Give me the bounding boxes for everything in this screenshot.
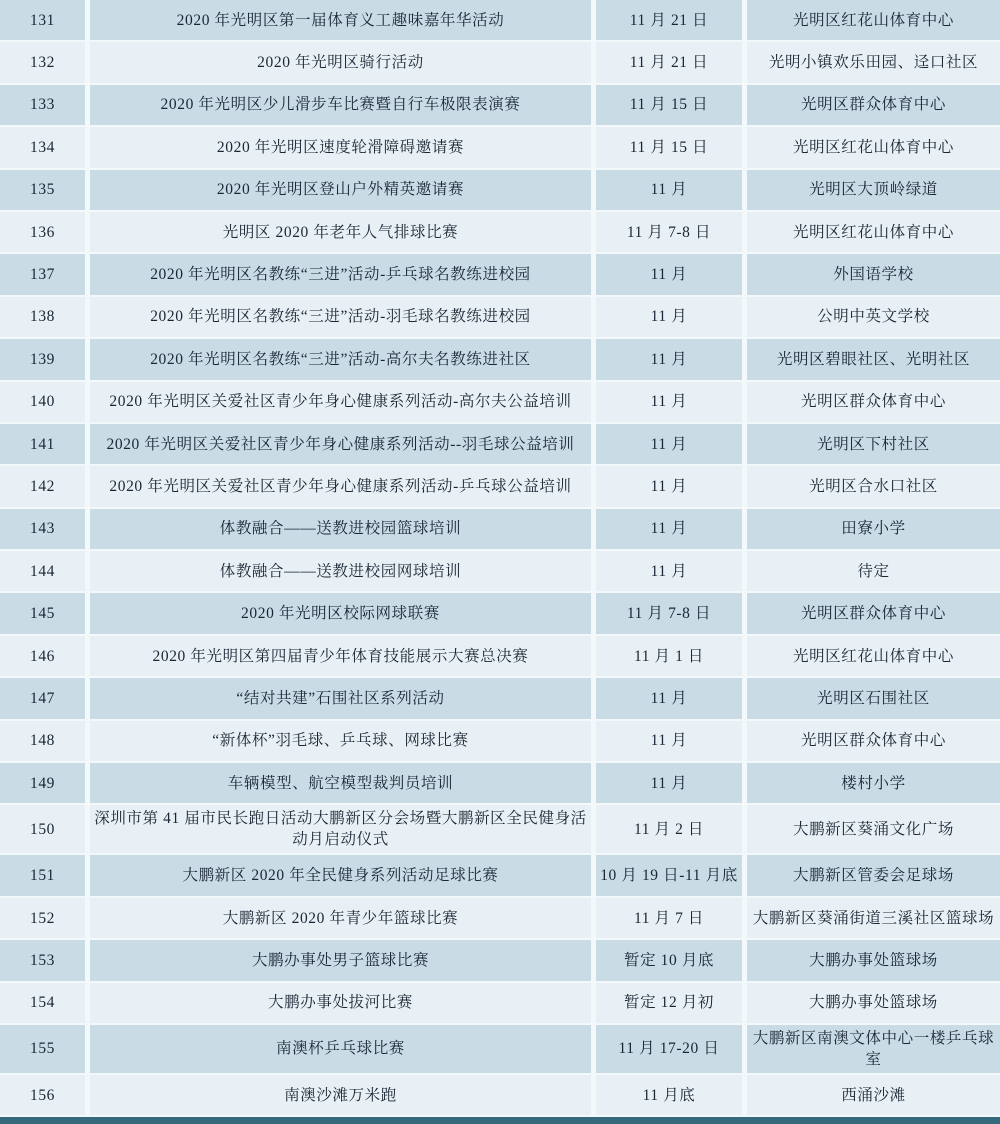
table-row [0,805,1000,853]
cell-date: 11 月 2 日 [596,805,742,853]
cell-event-name: 2020 年光明区关爱社区青少年身心健康系列活动-乒乓球公益培训 [90,466,591,506]
cell-date: 11 月 [596,297,742,337]
cell-event-name: 2020 年光明区关爱社区青少年身心健康系列活动--羽毛球公益培训 [90,424,591,464]
cell-location: 大鹏办事处篮球场 [747,983,1000,1023]
cell-event-name: “新体杯”羽毛球、乒乓球、网球比赛 [90,721,591,761]
table-row [0,212,1000,252]
table-row [0,855,1000,895]
cell-location: 光明区红花山体育中心 [747,127,1000,167]
table-row [0,1025,1000,1073]
cell-number: 136 [0,212,85,252]
table-row [0,170,1000,210]
table-row [0,424,1000,464]
cell-location: 西涌沙滩 [747,1075,1000,1115]
cell-number: 151 [0,855,85,895]
cell-event-name: 光明区 2020 年老年人气排球比赛 [90,212,591,252]
table-row [0,127,1000,167]
cell-date: 11 月 [596,424,742,464]
cell-number: 140 [0,382,85,422]
cell-date: 11 月 [596,254,742,294]
cell-event-name: 大鹏新区 2020 年全民健身系列活动足球比赛 [90,855,591,895]
cell-number: 139 [0,339,85,379]
cell-location: 田寮小学 [747,509,1000,549]
cell-location: 大鹏新区葵涌文化广场 [747,805,1000,853]
cell-location: 光明小镇欢乐田园、迳口社区 [747,42,1000,82]
cell-location: 楼村小学 [747,763,1000,803]
cell-event-name: 2020 年光明区第四届青少年体育技能展示大赛总决赛 [90,636,591,676]
table-row [0,983,1000,1023]
cell-event-name: 南澳沙滩万米跑 [90,1075,591,1115]
cell-number: 131 [0,0,85,40]
cell-location: 待定 [747,551,1000,591]
cell-number: 132 [0,42,85,82]
cell-number: 155 [0,1025,85,1073]
table-row [0,339,1000,379]
cell-location: 光明区碧眼社区、光明社区 [747,339,1000,379]
cell-location: 光明区合水口社区 [747,466,1000,506]
cell-location: 大鹏办事处篮球场 [747,940,1000,980]
table-row [0,551,1000,591]
table-row [0,466,1000,506]
cell-event-name: 2020 年光明区登山户外精英邀请赛 [90,170,591,210]
cell-location: 大鹏新区管委会足球场 [747,855,1000,895]
cell-number: 147 [0,678,85,718]
cell-date: 10 月 19 日-11 月底 [596,855,742,895]
table-row [0,1075,1000,1115]
cell-number: 141 [0,424,85,464]
cell-event-name: “结对共建”石围社区系列活动 [90,678,591,718]
table-row [0,636,1000,676]
cell-location: 光明区红花山体育中心 [747,636,1000,676]
cell-location: 公明中英文学校 [747,297,1000,337]
cell-number: 150 [0,805,85,853]
cell-location: 光明区下村社区 [747,424,1000,464]
table-row [0,254,1000,294]
cell-number: 153 [0,940,85,980]
cell-date: 11 月 [596,551,742,591]
cell-number: 149 [0,763,85,803]
cell-event-name: 2020 年光明区速度轮滑障碍邀请赛 [90,127,591,167]
table-row [0,509,1000,549]
cell-date: 11 月 [596,763,742,803]
cell-event-name: 2020 年光明区第一届体育义工趣味嘉年华活动 [90,0,591,40]
cell-location: 光明区群众体育中心 [747,382,1000,422]
cell-location: 光明区红花山体育中心 [747,212,1000,252]
table-row [0,898,1000,938]
cell-number: 148 [0,721,85,761]
cell-event-name: 2020 年光明区骑行活动 [90,42,591,82]
table-row [0,0,1000,40]
cell-date: 11 月 [596,466,742,506]
cell-number: 144 [0,551,85,591]
cell-date: 11 月 7-8 日 [596,212,742,252]
cell-number: 152 [0,898,85,938]
cell-number: 138 [0,297,85,337]
table-row [0,42,1000,82]
cell-number: 145 [0,593,85,633]
cell-location: 大鹏新区南澳文体中心一楼乒乓球室 [747,1025,1000,1073]
table-row [0,763,1000,803]
cell-location: 光明区红花山体育中心 [747,0,1000,40]
cell-date: 11 月 17-20 日 [596,1025,742,1073]
cell-event-name: 2020 年光明区名教练“三进”活动-羽毛球名教练进校园 [90,297,591,337]
table-row [0,593,1000,633]
cell-number: 143 [0,509,85,549]
cell-date: 11 月 [596,721,742,761]
table-row [0,382,1000,422]
table-row [0,678,1000,718]
table-row [0,85,1000,125]
cell-date: 11 月 1 日 [596,636,742,676]
table-row [0,721,1000,761]
table-bottom-border [0,1117,1000,1124]
cell-number: 154 [0,983,85,1023]
cell-date: 11 月 [596,509,742,549]
cell-event-name: 大鹏办事处男子篮球比赛 [90,940,591,980]
cell-event-name: 南澳杯乒乓球比赛 [90,1025,591,1073]
cell-location: 光明区群众体育中心 [747,85,1000,125]
cell-date: 11 月 15 日 [596,127,742,167]
cell-date: 11 月 21 日 [596,0,742,40]
cell-location: 光明区大顶岭绿道 [747,170,1000,210]
cell-number: 146 [0,636,85,676]
cell-location: 光明区石围社区 [747,678,1000,718]
cell-date: 11 月 7 日 [596,898,742,938]
cell-date: 11 月底 [596,1075,742,1115]
table-row [0,297,1000,337]
cell-number: 156 [0,1075,85,1115]
cell-event-name: 车辆模型、航空模型裁判员培训 [90,763,591,803]
cell-event-name: 2020 年光明区少儿滑步车比赛暨自行车极限表演赛 [90,85,591,125]
cell-date: 11 月 [596,339,742,379]
cell-event-name: 体教融合——送教进校园篮球培训 [90,509,591,549]
cell-event-name: 2020 年光明区校际网球联赛 [90,593,591,633]
cell-date: 11 月 7-8 日 [596,593,742,633]
cell-date: 11 月 15 日 [596,85,742,125]
cell-location: 光明区群众体育中心 [747,593,1000,633]
cell-location: 外国语学校 [747,254,1000,294]
cell-date: 11 月 [596,678,742,718]
cell-location: 大鹏新区葵涌街道三溪社区篮球场 [747,898,1000,938]
cell-number: 133 [0,85,85,125]
cell-event-name: 大鹏新区 2020 年青少年篮球比赛 [90,898,591,938]
cell-number: 142 [0,466,85,506]
cell-date: 11 月 [596,170,742,210]
cell-number: 135 [0,170,85,210]
cell-date: 暂定 10 月底 [596,940,742,980]
cell-number: 137 [0,254,85,294]
cell-event-name: 2020 年光明区名教练“三进”活动-乒乓球名教练进校园 [90,254,591,294]
table-row [0,940,1000,980]
cell-date: 暂定 12 月初 [596,983,742,1023]
cell-event-name: 2020 年光明区名教练“三进”活动-高尔夫名教练进社区 [90,339,591,379]
cell-date: 11 月 21 日 [596,42,742,82]
cell-event-name: 2020 年光明区关爱社区青少年身心健康系列活动-高尔夫公益培训 [90,382,591,422]
cell-event-name: 体教融合——送教进校园网球培训 [90,551,591,591]
cell-event-name: 大鹏办事处拔河比赛 [90,983,591,1023]
cell-date: 11 月 [596,382,742,422]
cell-event-name: 深圳市第 41 届市民长跑日活动大鹏新区分会场暨大鹏新区全民健身活动月启动仪式 [90,805,591,853]
cell-location: 光明区群众体育中心 [747,721,1000,761]
cell-number: 134 [0,127,85,167]
